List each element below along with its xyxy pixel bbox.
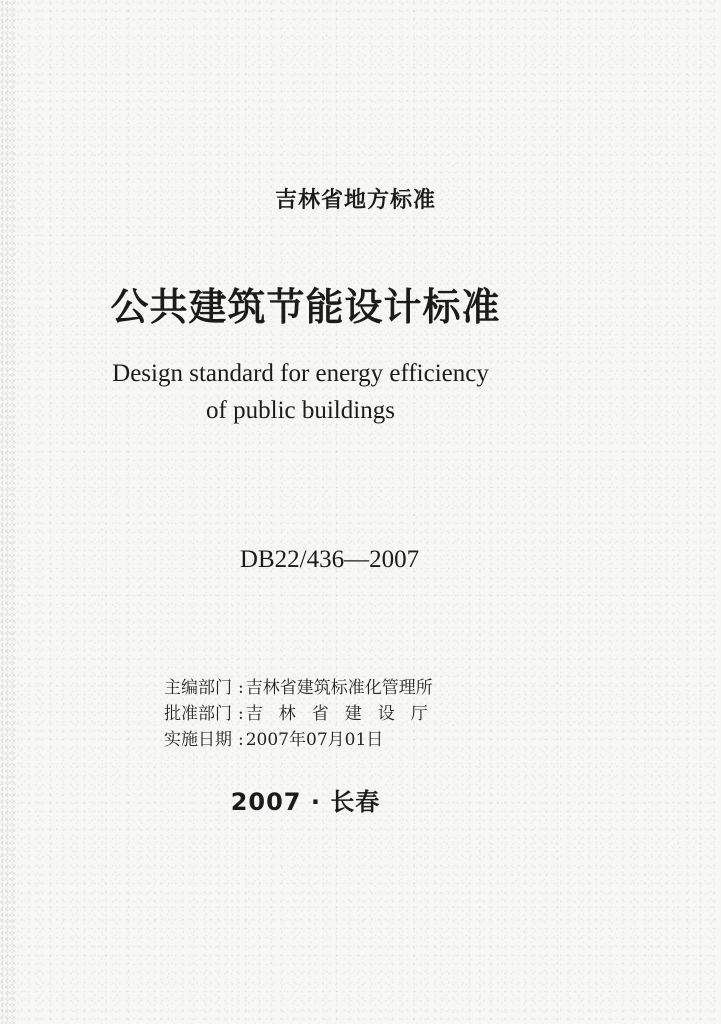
metadata-block xyxy=(164,675,444,753)
document-title-en-line2: of public buildings xyxy=(206,397,395,424)
metadata-row-effective-date xyxy=(164,727,444,753)
standard-code: DB22/436—2007 xyxy=(239,546,420,573)
approval-value: 吉林省建设厅 xyxy=(245,704,444,724)
effective-date-value: 2007年07月01日 xyxy=(245,730,384,750)
metadata-row-approval xyxy=(164,701,444,727)
approval-separator: : xyxy=(238,704,244,724)
document-title-cn: 公共建筑节能设计标准 xyxy=(110,284,501,329)
approval-label: 批准部门 xyxy=(164,704,232,724)
chief-editor-label: 主编部门 xyxy=(164,678,232,698)
chief-editor-value: 吉林省建筑标准化管理所 xyxy=(245,678,433,698)
series-label: 吉林省地方标准 xyxy=(274,188,436,213)
scan-edge-noise xyxy=(0,0,16,1024)
metadata-row-chief-editor xyxy=(164,675,444,701)
chief-editor-separator: : xyxy=(238,678,244,698)
document-title-en-line1: Design standard for energy efficiency xyxy=(112,360,489,387)
effective-date-label: 实施日期 xyxy=(164,730,232,750)
publication-line: 2007 · 长春 xyxy=(230,788,381,816)
effective-date-separator: : xyxy=(238,730,244,750)
